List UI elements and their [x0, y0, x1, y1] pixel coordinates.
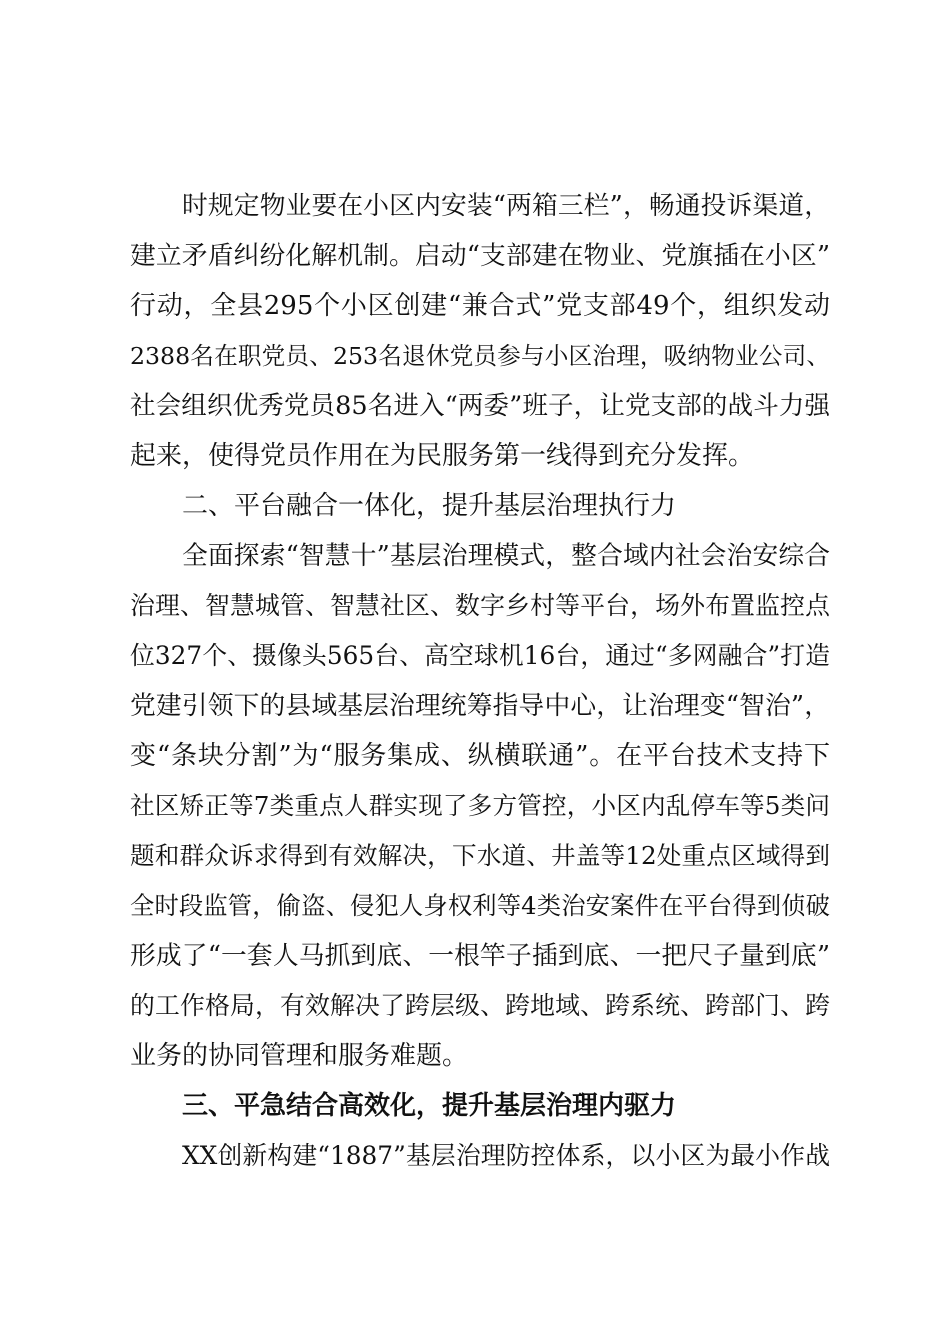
paragraph-line: 时规定物业要在小区内安装“两箱三栏”，畅通投诉渠道，: [182, 191, 830, 221]
paragraph-line: 建立矛盾纠纷化解机制。启动“支部建在物业、党旗插在小区”: [130, 241, 830, 271]
paragraph-line: 党建引领下的县域基层治理统筹指导中心，让治理变“智治”，: [130, 691, 830, 721]
paragraph-line: 形成了“一套人马抓到底、一根竿子插到底、一把尺子量到底”: [130, 941, 830, 971]
paragraph-line: XX创新构建“1887”基层治理防控体系，以小区为最小作战: [182, 1141, 830, 1170]
paragraph-line: 治理、智慧城管、智慧社区、数字乡村等平台，场外布置监控点: [130, 591, 830, 620]
paragraph-line: 社区矫正等7类重点人群实现了多方管控，小区内乱停车等5类问: [130, 791, 830, 820]
paragraph-line: 的工作格局，有效解决了跨层级、跨地域、跨系统、跨部门、跨: [130, 991, 830, 1020]
section-heading-3: 三、平急结合高效化，提升基层治理内驱力: [182, 1091, 677, 1121]
paragraph-line: 社会组织优秀党员85名进入“两委”班子，让党支部的战斗力强: [130, 391, 830, 421]
paragraph-line: 2388名在职党员、253名退休党员参与小区治理，吸纳物业公司、: [130, 342, 830, 370]
paragraph-line: 行动，全县295个小区创建“兼合式”党支部49个，组织发动: [130, 291, 830, 321]
paragraph-line: 位327个、摄像头565台、高空球机16台，通过“多网融合”打造: [130, 641, 830, 670]
paragraph-line: 全面探索“智慧十”基层治理模式，整合域内社会治安综合: [182, 541, 830, 571]
section-heading-2: 二、平台融合一体化，提升基层治理执行力: [182, 491, 677, 521]
paragraph-line: 变“条块分割”为“服务集成、纵横联通”。在平台技术支持下: [130, 741, 830, 771]
paragraph-line: 起来，使得党员作用在为民服务第一线得到充分发挥。: [130, 441, 755, 471]
paragraph-line: 题和群众诉求得到有效解决，下水道、井盖等12处重点区域得到: [130, 841, 830, 870]
paragraph-line: 全时段监管，偷盗、侵犯人身权利等4类治安案件在平台得到侦破: [130, 891, 830, 920]
paragraph-line: 业务的协同管理和服务难题。: [130, 1041, 469, 1071]
